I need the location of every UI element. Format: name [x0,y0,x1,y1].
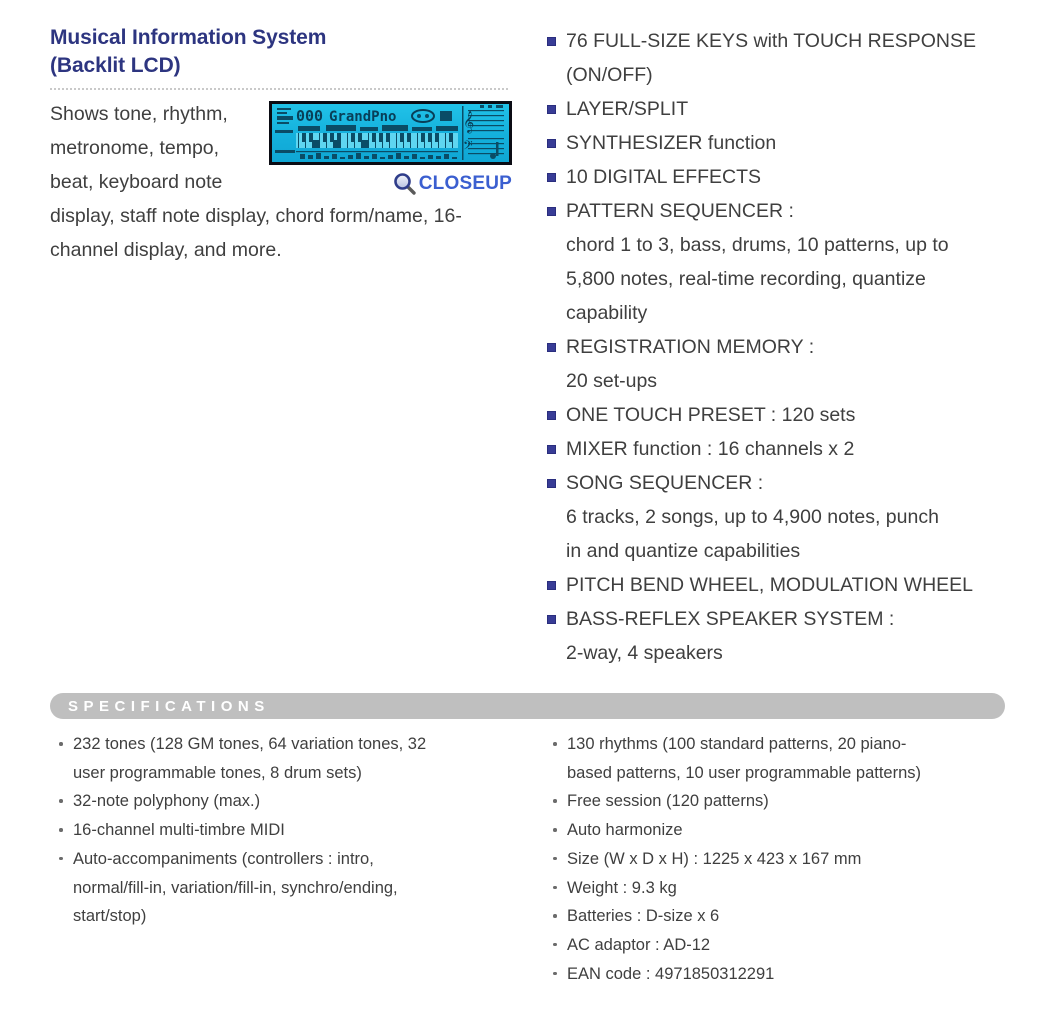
square-bullet-icon [547,37,556,46]
feature-item-label: 10 DIGITAL EFFECTS [542,160,1032,194]
magnifier-icon [393,172,417,196]
feature-item-label: 76 FULL-SIZE KEYS with TOUCH RESPONSE [542,24,1032,58]
dot-bullet-icon [553,799,557,803]
feature-item-detail: 20 set-ups [566,370,658,392]
panel-description: Shows tone, rhythm, metronome, tempo, beat, keyboard note display, staff note display, chord form/name, 16-channel display, and more. [50,103,462,261]
feature-item-detail: capability [566,302,648,324]
feature-item [542,92,1032,126]
svg-text:𝄞: 𝄞 [463,111,475,133]
spec-list-item: 130 rhythms (100 standard patterns, 20 piano- [550,730,1020,759]
svg-text:000: 000 [296,107,324,125]
feature-item [542,602,1032,670]
specifications-column-right [550,730,1020,988]
dot-bullet-icon [553,914,557,918]
spec-list-item: Auto harmonize [550,816,1020,845]
square-bullet-icon [547,479,556,488]
spec-list-item: EAN code : 4971850312291 [550,960,1020,989]
spec-list-item: 16-channel multi-timbre MIDI [56,816,526,845]
lcd-screenshot-block [269,101,512,197]
square-bullet-icon [547,445,556,454]
feature-item [542,160,1032,194]
dot-bullet-icon [59,828,63,832]
feature-item-detail: 6 tracks, 2 songs, up to 4,900 notes, punch [566,506,939,528]
feature-item-label: MIXER function : 16 channels x 2 [542,432,1032,466]
dot-bullet-icon [553,886,557,890]
dot-bullet-icon [59,742,63,746]
feature-item-detail: in and quantize capabilities [566,540,801,562]
dot-bullet-icon [59,799,63,803]
spec-list-item: Auto-accompaniments (controllers : intro, [56,845,526,874]
dot-bullet-icon [553,943,557,947]
feature-item-detail: 2-way, 4 speakers [566,642,723,664]
feature-item [542,126,1032,160]
spec-list-item-continuation: normal/fill-in, variation/fill-in, synchro/ending, [73,878,398,897]
dot-bullet-icon [553,857,557,861]
feature-item-label: SONG SEQUENCER : [542,466,1032,500]
spec-list-item-continuation: user programmable tones, 8 drum sets) [73,763,362,782]
feature-item-label: SYNTHESIZER function [542,126,1032,160]
spec-list-item: Batteries : D-size x 6 [550,902,1020,931]
square-bullet-icon [547,139,556,148]
square-bullet-icon [547,615,556,624]
square-bullet-icon [547,343,556,352]
feature-item [542,466,1032,568]
spec-list-item: Size (W x D x H) : 1225 x 423 x 167 mm [550,845,1020,874]
feature-item-label: BASS-REFLEX SPEAKER SYSTEM : [542,602,1032,636]
spec-list-item: 232 tones (128 GM tones, 64 variation tones, 32 [56,730,526,759]
dotted-divider [50,88,510,90]
dot-bullet-icon [59,857,63,861]
specifications-column-left [56,730,526,931]
dot-bullet-icon [553,742,557,746]
feature-item-label: LAYER/SPLIT [542,92,1032,126]
specifications-header-bar [50,693,1005,719]
feature-item [542,432,1032,466]
description-wrapper [50,97,512,267]
svg-text:GrandPno: GrandPno [329,109,397,125]
feature-item [542,330,1032,398]
spec-list-item-continuation: start/stop) [73,907,147,926]
panel-title-line1: Musical Information System [50,26,327,49]
dot-bullet-icon [553,828,557,832]
dot-bullet-icon [553,972,557,976]
spec-list-item: AC adaptor : AD-12 [550,931,1020,960]
feature-item [542,568,1032,602]
square-bullet-icon [547,207,556,216]
panel-title-line2: (Backlit LCD) [50,54,181,77]
feature-item-detail: (ON/OFF) [566,64,653,86]
feature-list [542,24,1032,670]
spec-list-item: Free session (120 patterns) [550,787,1020,816]
feature-item-detail: 5,800 notes, real-time recording, quantize [566,268,926,290]
square-bullet-icon [547,411,556,420]
feature-item [542,194,1032,330]
musical-information-system-panel [50,24,512,267]
square-bullet-icon [547,173,556,182]
spec-list-item: 32-note polyphony (max.) [56,787,526,816]
feature-item-label: REGISTRATION MEMORY : [542,330,1032,364]
feature-item-label: ONE TOUCH PRESET : 120 sets [542,398,1032,432]
spec-list-item: Weight : 9.3 kg [550,874,1020,903]
backlit-lcd-image [269,101,512,165]
spec-list-item-continuation: based patterns, 10 user programmable patterns) [567,763,922,782]
square-bullet-icon [547,105,556,114]
square-bullet-icon [547,581,556,590]
feature-item [542,398,1032,432]
specifications-heading: SPECIFICATIONS [68,697,270,715]
page-title [50,24,512,80]
feature-item-label: PITCH BEND WHEEL, MODULATION WHEEL [542,568,1032,602]
closeup-label: CLOSEUP [418,173,512,194]
feature-item [542,24,1032,92]
closeup-link[interactable] [269,171,512,197]
lcd-content-graphic [272,104,509,162]
feature-item-detail: chord 1 to 3, bass, drums, 10 patterns, up to [566,234,949,256]
lcd-keyboard-graphic [296,133,458,159]
feature-item-label: PATTERN SEQUENCER : [542,194,1032,228]
svg-text:𝄢: 𝄢 [463,138,473,156]
